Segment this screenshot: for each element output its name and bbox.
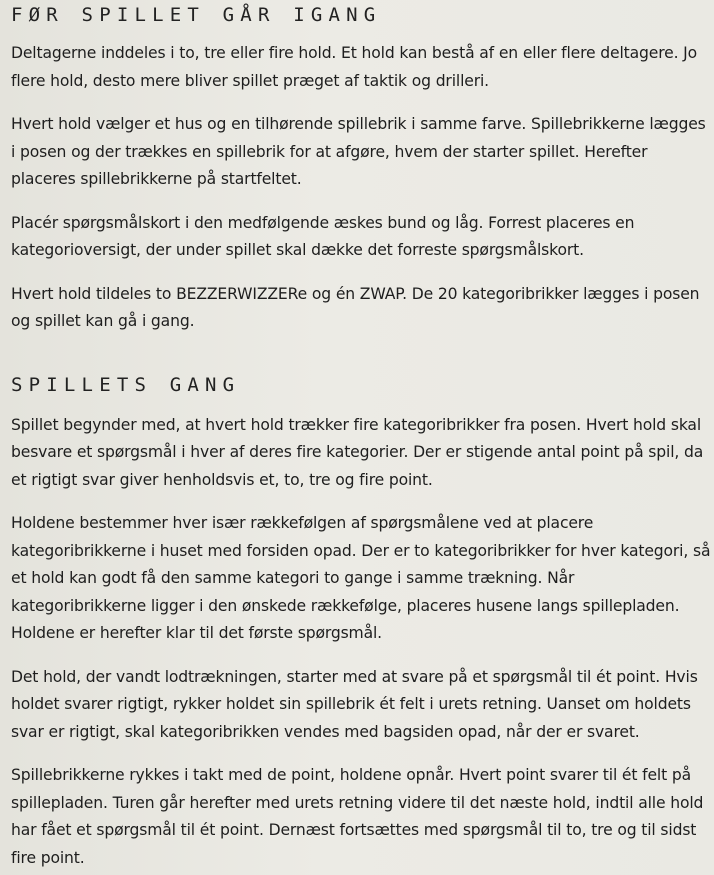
paragraph-tokens: Hvert hold tildeles to BEZZERWIZZERe og én ZWAP. De 20 kategoribrikker lægges i posen og spillet kan gå i gang. bbox=[11, 284, 700, 330]
paragraph-question-cards: Placér spørgsmålskort i den medfølgende æskes bund og låg. Forrest placeres en kategorioversigt, der under spillet skal dække det forreste spørgsmålskort. bbox=[11, 213, 635, 259]
paragraph-houses-pieces: Hvert hold vælger et hus og en tilhørende spillebrik i samme farve. Spillebrikkerne lægges i posen og der trækkes en spillebrik for at afgøre, hvem der starter spillet. Herefter placeres spillebrikkerne på startfeltet. bbox=[11, 115, 706, 188]
rules-page bbox=[11, 0, 711, 872]
section-heading-before-game: FØR SPILLET GÅR IGANG bbox=[11, 4, 382, 26]
paragraph-moving-pieces: Spillebrikkerne rykkes i takt med de point, holdene opnår. Hvert point svarer til ét felt på spillepladen. Turen går herefter med urets retning videre til det næste hold, indtil alle hold har fået et spørgsmål til ét point. Dernæst fortsættes med spørgsmål til to, tre og til sidst fire point. bbox=[11, 766, 704, 867]
paragraph-game-start: Spillet begynder med, at hvert hold trækker fire kategoribrikker fra posen. Hvert hold skal besvare et spørgsmål i hver af deres fire kategorier. Der er stigende antal point på spil, da et rigtigt svar giver henholdsvis et, to, tre og fire point. bbox=[11, 415, 704, 489]
paragraph-first-answer: Det hold, der vandt lodtrækningen, starter med at svare på et spørgsmål til ét point. Hvis holdet svarer rigtigt, rykker holdet sin spillebrik ét felt i urets retning. Uanset om holdets svar er rigtigt, skal kategoribrikken vendes med bagsiden opad, når der er svaret. bbox=[11, 667, 698, 741]
paragraph-teams: Deltagerne inddeles i to, tre eller fire hold. Et hold kan bestå af en eller flere deltagere. Jo flere hold, desto mere bliver spillet præget af taktik og drilleri. bbox=[11, 44, 698, 90]
paragraph-question-order: Holdene bestemmer hver især rækkefølgen af spørgsmålene ved at placere kategoribrikkerne i huset med forsiden opad. Der er to kategoribrikker for hver kategori, så et hold kan godt få den samme kategori to gange i samme trækning. Når kategoribrikkerne ligger i den ønskede rækkefølge, placeres husene langs spillepladen. Holdene er herefter klar til det første spørgsmål. bbox=[11, 514, 711, 642]
section-heading-game-play: SPILLETS GANG bbox=[11, 373, 241, 396]
